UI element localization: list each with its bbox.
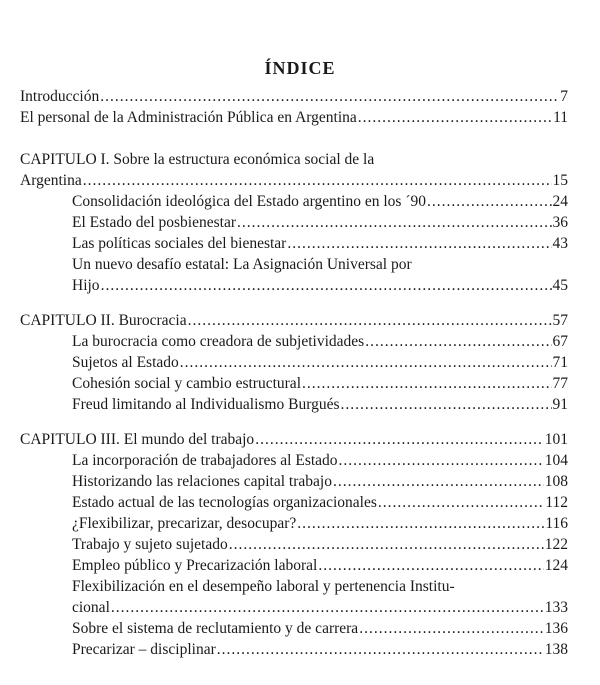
toc-page-number: 24	[552, 193, 568, 210]
toc-section	[20, 149, 568, 296]
toc-entry	[20, 471, 568, 492]
dot-leader	[333, 471, 544, 492]
toc-entry	[20, 373, 568, 394]
toc-page-number: 77	[552, 375, 568, 392]
toc-entry	[20, 86, 568, 107]
dot-leader	[378, 492, 544, 513]
toc-entry-title: Sobre el sistema de reclutamiento y de carrera	[72, 620, 359, 637]
toc-entry-title: Trabajo y sujeto sujetado	[72, 536, 228, 553]
toc-section	[20, 429, 568, 660]
toc-entry-title: Historizando las relaciones capital trabajo	[72, 473, 332, 490]
toc-entry-line	[20, 597, 568, 618]
toc-entry-title: Un nuevo desafío estatal: La Asignación Universal por	[72, 256, 412, 273]
toc-entry	[20, 212, 568, 233]
toc-entry-line	[20, 149, 568, 170]
toc-entry-title: Sujetos al Estado	[72, 354, 179, 371]
toc-page-number: 122	[544, 536, 568, 553]
toc-entry	[20, 352, 568, 373]
dot-leader	[101, 275, 552, 296]
toc-page-number: 104	[544, 452, 568, 469]
table-of-contents	[20, 86, 568, 674]
toc-entry	[20, 513, 568, 534]
dot-leader	[217, 639, 544, 660]
dot-leader	[83, 170, 552, 191]
toc-page-number: 108	[544, 473, 568, 490]
toc-page-number: 45	[552, 277, 568, 294]
toc-entry-line	[20, 576, 568, 597]
toc-entry-title: Cohesión social y cambio estructural	[72, 375, 301, 392]
toc-entry	[20, 492, 568, 513]
toc-section	[20, 86, 568, 128]
toc-entry	[20, 555, 568, 576]
toc-entry	[20, 107, 568, 128]
dot-leader	[339, 450, 544, 471]
toc-entry-title-continued: cional	[72, 599, 110, 616]
toc-entry-title: Flexibilización en el desempeño laboral y pertenencia Institu-	[72, 578, 455, 595]
dot-leader	[237, 212, 552, 233]
toc-entry-title: Las políticas sociales del bienestar	[72, 235, 287, 252]
dot-leader	[358, 107, 552, 128]
toc-entry-title-continued: Hijo	[72, 277, 100, 294]
toc-entry-title: Freud limitando al Individualismo Burgués	[72, 396, 340, 413]
toc-page-number: 71	[552, 354, 568, 371]
toc-page-number: 133	[544, 599, 568, 616]
toc-entry-title: El Estado del posbienestar	[72, 214, 236, 231]
dot-leader	[188, 310, 552, 331]
toc-entry-title: ¿Flexibilizar, precarizar, desocupar?	[72, 515, 297, 532]
toc-entry-title: La burocracia como creadora de subjetividades	[72, 333, 365, 350]
toc-entry-title: Introducción	[20, 88, 100, 105]
toc-entry	[20, 331, 568, 352]
toc-entry-title: CAPITULO II. Burocracia	[20, 312, 187, 329]
toc-entry	[20, 534, 568, 555]
toc-entry-title: CAPITULO I. Sobre la estructura económica social de la	[20, 151, 375, 168]
toc-entry	[20, 429, 568, 450]
toc-entry-line	[20, 275, 568, 296]
dot-leader	[111, 597, 544, 618]
dot-leader	[287, 233, 551, 254]
toc-entry	[20, 618, 568, 639]
toc-entry-title: Precarizar – disciplinar	[72, 641, 216, 658]
dot-leader	[365, 331, 551, 352]
toc-entry-line	[20, 170, 568, 191]
toc-page-number: 138	[544, 641, 568, 658]
toc-page-number: 116	[545, 515, 568, 532]
toc-entry-title: Estado actual de las tecnologías organizacionales	[72, 494, 377, 511]
toc-page-number: 101	[544, 431, 568, 448]
toc-entry-line	[20, 254, 568, 275]
toc-page-number: 91	[552, 396, 568, 413]
toc-page-number: 11	[553, 109, 568, 126]
dot-leader	[302, 373, 552, 394]
toc-entry	[20, 639, 568, 660]
dot-leader	[100, 86, 559, 107]
dot-leader	[318, 555, 543, 576]
toc-page-number: 36	[552, 214, 568, 231]
toc-entry-title: Empleo público y Precarización laboral	[72, 557, 318, 574]
toc-entry-title-continued: Argentina	[20, 172, 82, 189]
toc-entry-title: CAPITULO III. El mundo del trabajo	[20, 431, 255, 448]
toc-entry-title: Consolidación ideológica del Estado argentino en los ´90	[72, 193, 426, 210]
toc-entry	[20, 191, 568, 212]
toc-page-number: 7	[560, 88, 568, 105]
toc-page-number: 136	[544, 620, 568, 637]
dot-leader	[427, 191, 552, 212]
toc-page-number: 124	[544, 557, 568, 574]
toc-entry	[20, 394, 568, 415]
toc-page-number: 15	[552, 172, 568, 189]
dot-leader	[180, 352, 552, 373]
toc-entry	[20, 450, 568, 471]
toc-page-number: 43	[552, 235, 568, 252]
toc-page-number: 57	[552, 312, 568, 329]
toc-page-number: 112	[545, 494, 568, 511]
dot-leader	[297, 513, 544, 534]
dot-leader	[341, 394, 552, 415]
dot-leader	[229, 534, 544, 555]
toc-page-number: 67	[552, 333, 568, 350]
toc-entry	[20, 233, 568, 254]
page-title: ÍNDICE	[264, 58, 336, 78]
toc-section	[20, 310, 568, 415]
dot-leader	[255, 429, 544, 450]
toc-entry-title: El personal de la Administración Pública en Argentina	[20, 109, 357, 126]
toc-entry-title: La incorporación de trabajadores al Estado	[72, 452, 338, 469]
toc-entry	[20, 310, 568, 331]
dot-leader	[359, 618, 544, 639]
